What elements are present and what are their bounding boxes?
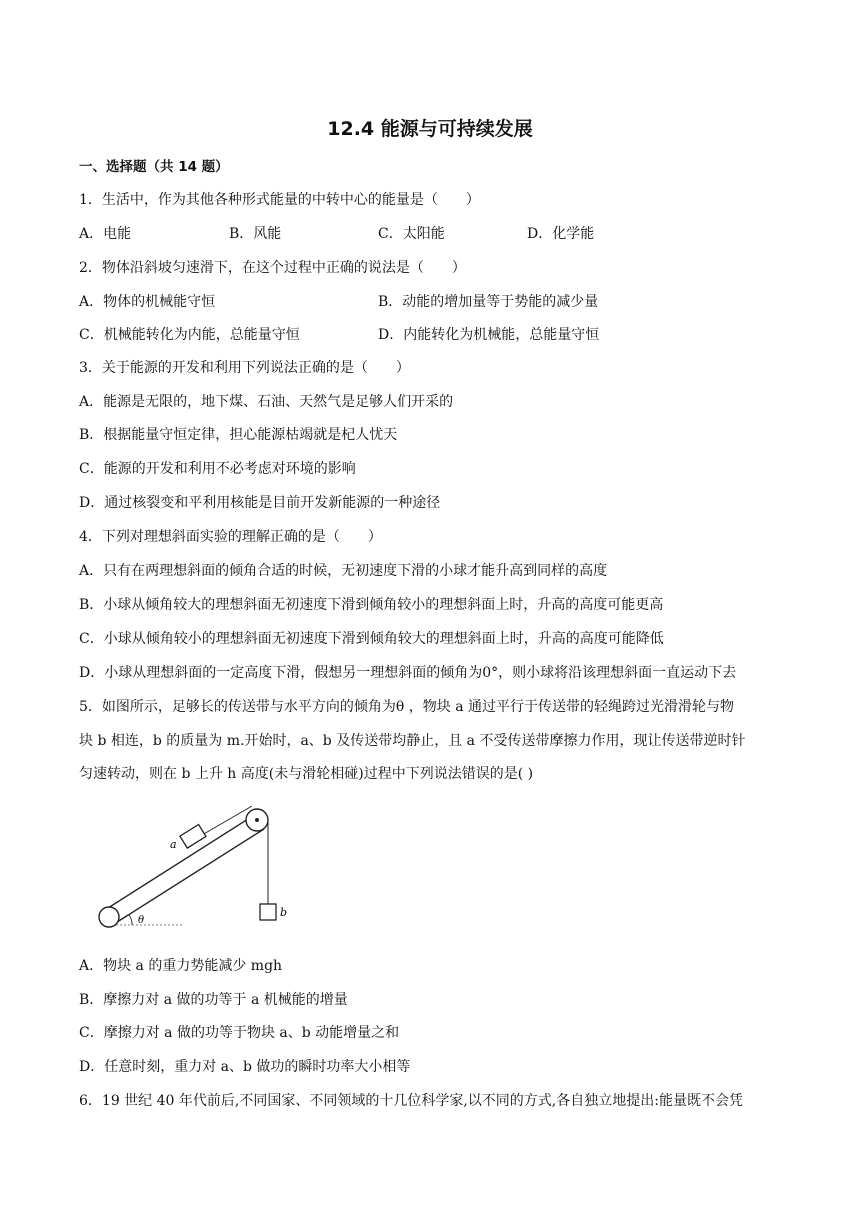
q4-option-d: D．小球从理想斜面的一定高度下滑，假想另一理想斜面的倾角为0°，则小球将沿该理想斜面一直运动下去 bbox=[79, 665, 737, 681]
q4-option-b: B．小球从倾角较大的理想斜面无初速度下滑到倾角较小的理想斜面上时，升高的高度可能更高 bbox=[79, 597, 664, 613]
question-2-stem: 2．物体沿斜坡匀速滑下，在这个过程中正确的说法是（ ） bbox=[79, 260, 466, 276]
q2-option-c: C．机械能转化为内能，总能量守恒 bbox=[79, 327, 300, 343]
q3-option-b: B．根据能量守恒定律，担心能源枯竭就是杞人忧天 bbox=[79, 427, 398, 443]
q5-option-a: A．物块 a 的重力势能减少 mgh bbox=[79, 958, 283, 974]
question-5-stem-line-1: 5．如图所示，足够长的传送带与水平方向的倾角为θ ，物块 a 通过平行于传送带的轻绳跨过光滑滑轮与物 bbox=[79, 699, 735, 715]
question-3-stem: 3．关于能源的开发和利用下列说法正确的是（ ） bbox=[79, 360, 410, 376]
question-1-stem: 1．生活中，作为其他各种形式能量的中转中心的能量是（ ） bbox=[79, 192, 480, 208]
q3-option-d: D．通过核裂变和平利用核能是目前开发新能源的一种途径 bbox=[79, 495, 441, 511]
page-title: 12.4 能源与可持续发展 bbox=[327, 118, 533, 140]
q3-option-a: A．能源是无限的，地下煤、石油、天然气是足够人们开采的 bbox=[79, 394, 454, 410]
q1-option-a: A．电能 bbox=[79, 226, 132, 242]
q2-option-d: D．内能转化为机械能，总能量守恒 bbox=[378, 327, 600, 343]
question-4-stem: 4．下列对理想斜面实验的理解正确的是（ ） bbox=[79, 529, 382, 545]
q5-option-d: D．任意时刻，重力对 a、b 做功的瞬时功率大小相等 bbox=[79, 1059, 411, 1075]
conveyor-belt-figure bbox=[92, 800, 302, 932]
label-theta: θ bbox=[138, 915, 145, 926]
label-b: b bbox=[280, 906, 288, 919]
q5-option-c: C．摩擦力对 a 做的功等于物块 a、b 动能增量之和 bbox=[79, 1025, 400, 1041]
block-a bbox=[180, 825, 206, 849]
q5-option-b: B．摩擦力对 a 做的功等于 a 机械能的增量 bbox=[79, 992, 348, 1008]
question-5-stem-line-3: 匀速转动，则在 b 上升 h 高度(未与滑轮相碰)过程中下列说法错误的是( ) bbox=[79, 766, 534, 782]
belt-top-edge bbox=[108, 812, 259, 908]
q2-option-a: A．物体的机械能守恒 bbox=[79, 294, 216, 310]
q1-option-b: B．风能 bbox=[229, 226, 282, 242]
q4-option-a: A．只有在两理想斜面的倾角合适的时候，无初速度下滑的小球才能升高到同样的高度 bbox=[79, 563, 608, 579]
pulley-axle bbox=[255, 818, 259, 822]
question-5-stem-line-2: 块 b 相连，b 的质量为 m.开始时，a、b 及传送带均静止，且 a 不受传送带摩擦力作用，现让传送带逆时针 bbox=[79, 733, 746, 749]
label-a: a bbox=[170, 838, 177, 851]
bottom-roller bbox=[99, 907, 119, 927]
q2-option-b: B．动能的增加量等于势能的减少量 bbox=[378, 294, 599, 310]
question-6-stem: 6．19 世纪 40 年代前后,不同国家、不同领域的十几位科学家,以不同的方式,各自独立地提出:能量既不会凭 bbox=[79, 1093, 743, 1109]
q1-option-c: C．太阳能 bbox=[378, 226, 445, 242]
q3-option-c: C．能源的开发和利用不必考虑对环境的影响 bbox=[79, 461, 356, 477]
angle-arc bbox=[129, 915, 132, 925]
q1-option-d: D．化学能 bbox=[527, 226, 595, 242]
block-b bbox=[260, 904, 276, 920]
section-heading: 一、选择题（共 14 题） bbox=[79, 159, 229, 175]
q4-option-c: C．小球从倾角较小的理想斜面无初速度下滑到倾角较大的理想斜面上时，升高的高度可能降低 bbox=[79, 631, 664, 647]
